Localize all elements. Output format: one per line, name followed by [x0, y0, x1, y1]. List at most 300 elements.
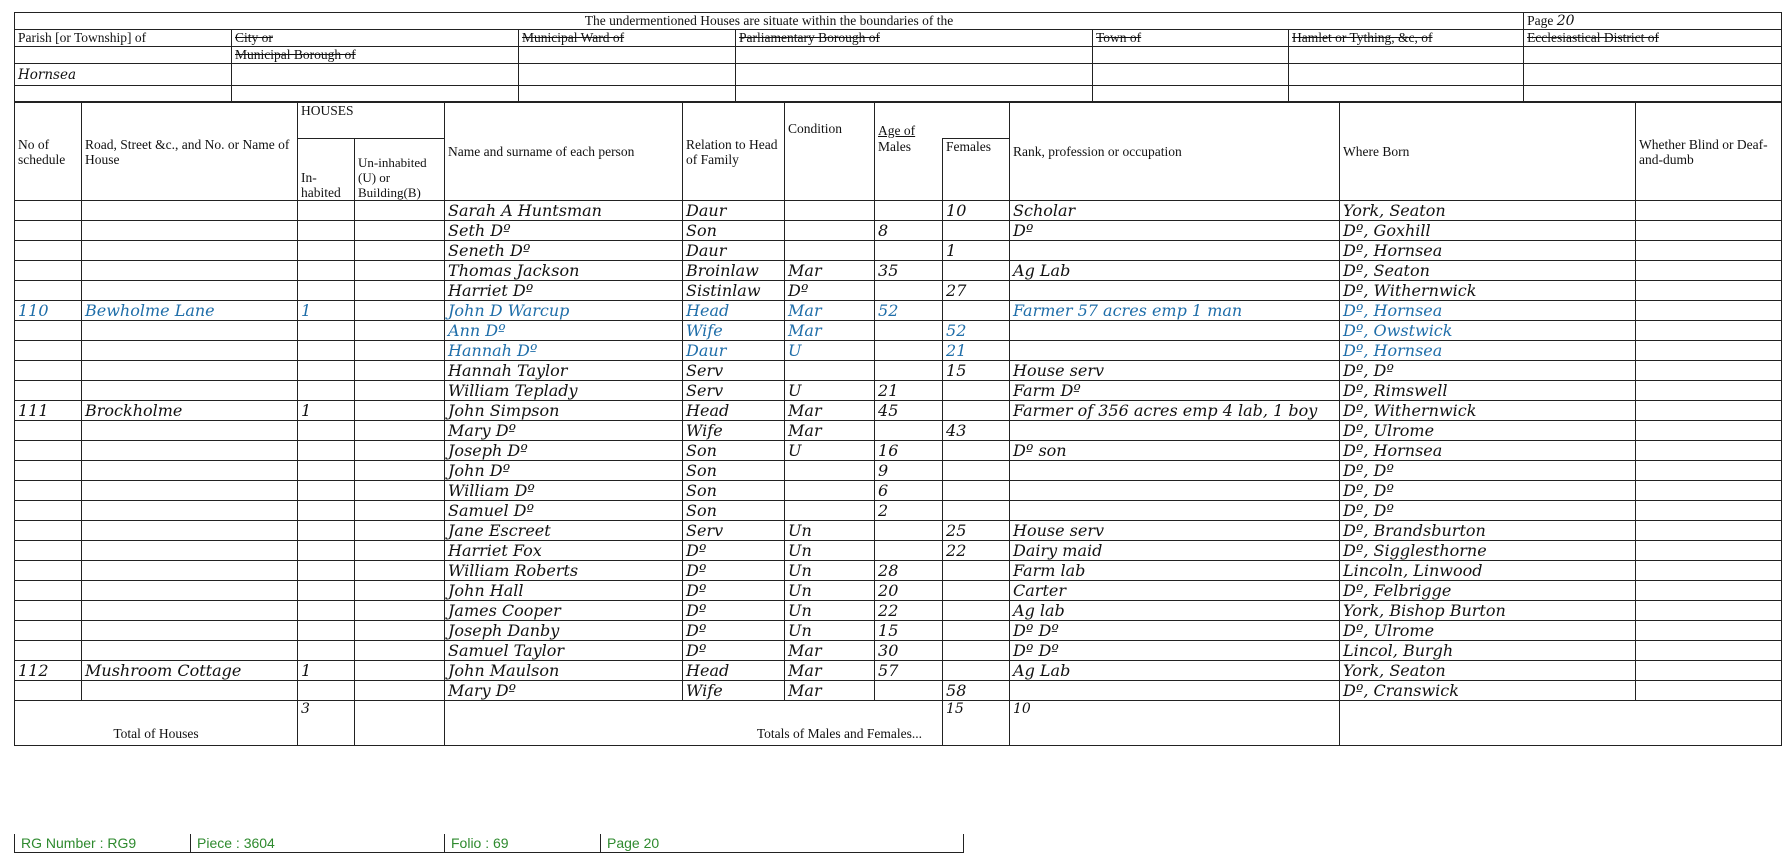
table-row — [15, 501, 1782, 521]
uninhabited-cell — [355, 641, 445, 661]
male-age-cell: 28 — [875, 561, 943, 581]
table-row — [15, 461, 1782, 481]
header-occupation: Rank, profession or occupation — [1010, 103, 1340, 201]
road-cell — [82, 261, 298, 281]
road-cell — [82, 501, 298, 521]
uninhabited-cell — [355, 501, 445, 521]
road-cell — [82, 581, 298, 601]
blind-cell — [1636, 661, 1782, 681]
parliamentary-borough-label: Parliamentary Borough of — [736, 30, 1093, 47]
blind-cell — [1636, 401, 1782, 421]
schedule-cell — [15, 441, 82, 461]
occupation-cell — [1010, 421, 1340, 441]
birthplace-cell: Lincol, Burgh — [1340, 641, 1636, 661]
blind-cell — [1636, 681, 1782, 701]
female-age-cell — [943, 561, 1010, 581]
schedule-cell — [15, 341, 82, 361]
uninhabited-cell — [355, 561, 445, 581]
birthplace-cell: Dº, Hornsea — [1340, 441, 1636, 461]
relation-cell: Daur — [683, 341, 785, 361]
person-name-cell: Joseph Dº — [445, 441, 683, 461]
person-name-cell: Mary Dº — [445, 681, 683, 701]
uninhabited-cell — [355, 661, 445, 681]
road-cell: Bewholme Lane — [82, 301, 298, 321]
female-age-cell: 10 — [943, 201, 1010, 221]
birthplace-cell: Dº, Hornsea — [1340, 241, 1636, 261]
relation-cell: Head — [683, 401, 785, 421]
person-name-cell: Sarah A Huntsman — [445, 201, 683, 221]
relation-cell: Wife — [683, 421, 785, 441]
uninhabited-cell — [355, 581, 445, 601]
birthplace-cell: Dº, Withernwick — [1340, 401, 1636, 421]
birthplace-cell: York, Seaton — [1340, 201, 1636, 221]
relation-cell: Dº — [683, 621, 785, 641]
occupation-cell — [1010, 481, 1340, 501]
municipal-ward-label: Municipal Ward of — [519, 30, 736, 47]
condition-cell: Mar — [785, 421, 875, 441]
condition-cell: Mar — [785, 641, 875, 661]
female-age-cell — [943, 581, 1010, 601]
relation-cell: Serv — [683, 521, 785, 541]
boundaries-header — [14, 12, 1782, 102]
schedule-cell — [15, 501, 82, 521]
birthplace-cell: Dº, Seaton — [1340, 261, 1636, 281]
occupation-cell: Dº Dº — [1010, 641, 1340, 661]
uninhabited-cell — [355, 461, 445, 481]
total-houses-label: Total of Houses — [15, 701, 298, 746]
occupation-cell: Dairy maid — [1010, 541, 1340, 561]
person-name-cell: William Roberts — [445, 561, 683, 581]
occupation-cell: Dº son — [1010, 441, 1340, 461]
census-sheet — [14, 12, 1782, 746]
inhabited-cell — [298, 561, 355, 581]
male-age-cell: 52 — [875, 301, 943, 321]
blind-cell — [1636, 501, 1782, 521]
uninhabited-cell — [355, 321, 445, 341]
female-age-cell: 22 — [943, 541, 1010, 561]
occupation-cell: Ag Lab — [1010, 661, 1340, 681]
birthplace-cell: Dº, Withernwick — [1340, 281, 1636, 301]
road-cell — [82, 481, 298, 501]
female-age-cell — [943, 641, 1010, 661]
inhabited-cell — [298, 621, 355, 641]
table-row — [15, 361, 1782, 381]
blind-cell — [1636, 581, 1782, 601]
condition-cell: Un — [785, 541, 875, 561]
person-name-cell: John D Warcup — [445, 301, 683, 321]
male-age-cell: 21 — [875, 381, 943, 401]
total-males: 15 — [943, 701, 1010, 746]
person-name-cell: Harriet Dº — [445, 281, 683, 301]
male-age-cell — [875, 201, 943, 221]
birthplace-cell: York, Bishop Burton — [1340, 601, 1636, 621]
male-age-cell — [875, 241, 943, 261]
schedule-cell — [15, 321, 82, 341]
inhabited-cell — [298, 201, 355, 221]
road-cell — [82, 421, 298, 441]
blind-cell — [1636, 201, 1782, 221]
male-age-cell: 16 — [875, 441, 943, 461]
occupation-cell — [1010, 321, 1340, 341]
birthplace-cell: Dº, Owstwick — [1340, 321, 1636, 341]
inhabited-cell — [298, 281, 355, 301]
schedule-cell — [15, 541, 82, 561]
condition-cell — [785, 501, 875, 521]
person-name-cell: Seneth Dº — [445, 241, 683, 261]
relation-cell: Broinlaw — [683, 261, 785, 281]
uninhabited-cell — [355, 341, 445, 361]
blind-cell — [1636, 521, 1782, 541]
blind-cell — [1636, 601, 1782, 621]
birthplace-cell: Dº, Dº — [1340, 481, 1636, 501]
table-row — [15, 561, 1782, 581]
header-born: Where Born — [1340, 103, 1636, 201]
inhabited-cell — [298, 481, 355, 501]
table-row — [15, 241, 1782, 261]
road-cell — [82, 341, 298, 361]
road-cell — [82, 681, 298, 701]
occupation-cell — [1010, 681, 1340, 701]
road-cell: Brockholme — [82, 401, 298, 421]
blind-cell — [1636, 281, 1782, 301]
condition-cell: U — [785, 441, 875, 461]
table-row — [15, 621, 1782, 641]
blind-cell — [1636, 421, 1782, 441]
relation-cell: Dº — [683, 581, 785, 601]
inhabited-cell: 1 — [298, 401, 355, 421]
schedule-cell — [15, 221, 82, 241]
inhabited-cell — [298, 641, 355, 661]
female-age-cell — [943, 441, 1010, 461]
condition-cell: Mar — [785, 261, 875, 281]
person-name-cell: Harriet Fox — [445, 541, 683, 561]
inhabited-cell — [298, 421, 355, 441]
folio-number: Folio : 69 — [445, 834, 601, 852]
condition-cell: Un — [785, 561, 875, 581]
inhabited-cell — [298, 501, 355, 521]
occupation-cell: Dº Dº — [1010, 621, 1340, 641]
condition-cell: Mar — [785, 661, 875, 681]
blind-cell — [1636, 561, 1782, 581]
header-males: Males — [875, 139, 943, 201]
table-row — [15, 421, 1782, 441]
male-age-cell — [875, 541, 943, 561]
female-age-cell: 15 — [943, 361, 1010, 381]
female-age-cell — [943, 661, 1010, 681]
female-age-cell — [943, 621, 1010, 641]
person-name-cell: William Teplady — [445, 381, 683, 401]
occupation-cell — [1010, 281, 1340, 301]
schedule-cell — [15, 521, 82, 541]
header-condition: Condition — [785, 103, 875, 201]
inhabited-cell — [298, 261, 355, 281]
occupation-cell: Farmer of 356 acres emp 4 lab, 1 boy — [1010, 401, 1340, 421]
blind-cell — [1636, 381, 1782, 401]
occupation-cell: Dº — [1010, 221, 1340, 241]
inhabited-cell — [298, 361, 355, 381]
occupation-cell: Farm Dº — [1010, 381, 1340, 401]
header-age-of: Age of — [875, 103, 1010, 139]
schedule-cell: 111 — [15, 401, 82, 421]
uninhabited-cell — [355, 681, 445, 701]
inhabited-cell: 1 — [298, 301, 355, 321]
male-age-cell: 35 — [875, 261, 943, 281]
male-age-cell: 22 — [875, 601, 943, 621]
schedule-cell: 110 — [15, 301, 82, 321]
person-name-cell: Hannah Taylor — [445, 361, 683, 381]
schedule-cell — [15, 381, 82, 401]
schedule-cell — [15, 261, 82, 281]
header-inhabited: In-habited — [298, 139, 355, 201]
schedule-cell: 112 — [15, 661, 82, 681]
relation-cell: Son — [683, 501, 785, 521]
birthplace-cell: Lincoln, Linwood — [1340, 561, 1636, 581]
uninhabited-cell — [355, 261, 445, 281]
occupation-cell — [1010, 501, 1340, 521]
relation-cell: Head — [683, 301, 785, 321]
road-cell — [82, 561, 298, 581]
relation-cell: Serv — [683, 381, 785, 401]
inhabited-cell — [298, 521, 355, 541]
page-reference: Page 20 — [607, 835, 660, 851]
schedule-cell — [15, 681, 82, 701]
census-table — [14, 102, 1782, 746]
birthplace-cell: Dº, Rimswell — [1340, 381, 1636, 401]
relation-cell: Head — [683, 661, 785, 681]
inhabited-cell — [298, 321, 355, 341]
relation-cell: Daur — [683, 201, 785, 221]
boundaries-text: The undermentioned Houses are situate within the boundaries of the — [15, 13, 1524, 30]
header-schedule: No of schedule — [15, 103, 82, 201]
birthplace-cell: York, Seaton — [1340, 661, 1636, 681]
birthplace-cell: Dº, Hornsea — [1340, 301, 1636, 321]
condition-cell: Mar — [785, 681, 875, 701]
condition-cell: Un — [785, 601, 875, 621]
condition-cell — [785, 481, 875, 501]
occupation-cell: House serv — [1010, 361, 1340, 381]
blind-cell — [1636, 341, 1782, 361]
road-cell — [82, 361, 298, 381]
male-age-cell — [875, 681, 943, 701]
total-houses-value: 3 — [298, 701, 355, 746]
male-age-cell: 2 — [875, 501, 943, 521]
occupation-cell — [1010, 461, 1340, 481]
person-name-cell: John Dº — [445, 461, 683, 481]
female-age-cell: 52 — [943, 321, 1010, 341]
relation-cell: Wife — [683, 321, 785, 341]
page-label: Page — [1527, 13, 1554, 28]
birthplace-cell: Dº, Brandsburton — [1340, 521, 1636, 541]
female-age-cell — [943, 301, 1010, 321]
person-name-cell: John Hall — [445, 581, 683, 601]
occupation-cell: Farmer 57 acres emp 1 man — [1010, 301, 1340, 321]
male-age-cell — [875, 321, 943, 341]
birthplace-cell: Dº, Cranswick — [1340, 681, 1636, 701]
schedule-cell — [15, 421, 82, 441]
uninhabited-cell — [355, 441, 445, 461]
person-name-cell: William Dº — [445, 481, 683, 501]
road-cell — [82, 601, 298, 621]
uninhabited-cell — [355, 621, 445, 641]
table-row — [15, 321, 1782, 341]
total-females: 10 — [1010, 701, 1340, 746]
female-age-cell — [943, 601, 1010, 621]
road-cell — [82, 241, 298, 261]
road-cell — [82, 621, 298, 641]
parish-value: Hornsea — [15, 64, 232, 86]
occupation-cell: Ag lab — [1010, 601, 1340, 621]
male-age-cell: 45 — [875, 401, 943, 421]
schedule-cell — [15, 361, 82, 381]
birthplace-cell: Dº, Dº — [1340, 361, 1636, 381]
blind-cell — [1636, 481, 1782, 501]
hamlet-label: Hamlet or Tything, &c, of — [1289, 30, 1524, 47]
birthplace-cell: Dº, Sigglesthorne — [1340, 541, 1636, 561]
uninhabited-cell — [355, 281, 445, 301]
female-age-cell — [943, 481, 1010, 501]
uninhabited-cell — [355, 241, 445, 261]
table-row — [15, 581, 1782, 601]
male-age-cell: 20 — [875, 581, 943, 601]
blind-cell — [1636, 241, 1782, 261]
road-cell — [82, 441, 298, 461]
inhabited-cell — [298, 681, 355, 701]
person-name-cell: Mary Dº — [445, 421, 683, 441]
uninhabited-cell — [355, 361, 445, 381]
condition-cell — [785, 461, 875, 481]
condition-cell: Mar — [785, 401, 875, 421]
birthplace-cell: Dº, Hornsea — [1340, 341, 1636, 361]
female-age-cell: 27 — [943, 281, 1010, 301]
road-cell — [82, 641, 298, 661]
table-row — [15, 401, 1782, 421]
road-cell: Mushroom Cottage — [82, 661, 298, 681]
table-row — [15, 281, 1782, 301]
female-age-cell — [943, 401, 1010, 421]
person-name-cell: Joseph Danby — [445, 621, 683, 641]
blind-cell — [1636, 441, 1782, 461]
header-females: Females — [943, 139, 1010, 201]
table-row — [15, 521, 1782, 541]
schedule-cell — [15, 281, 82, 301]
schedule-cell — [15, 561, 82, 581]
table-row — [15, 341, 1782, 361]
reference-footer — [14, 834, 964, 853]
inhabited-cell: 1 — [298, 661, 355, 681]
inhabited-cell — [298, 341, 355, 361]
table-row — [15, 261, 1782, 281]
relation-cell: Serv — [683, 361, 785, 381]
road-cell — [82, 461, 298, 481]
male-age-cell — [875, 521, 943, 541]
condition-cell: Mar — [785, 321, 875, 341]
condition-cell: Un — [785, 521, 875, 541]
relation-cell: Dº — [683, 601, 785, 621]
blind-cell — [1636, 321, 1782, 341]
header-uninhabited: Un-inhabited (U) or Building(B) — [355, 139, 445, 201]
condition-cell — [785, 201, 875, 221]
condition-cell: Un — [785, 581, 875, 601]
table-row — [15, 541, 1782, 561]
schedule-cell — [15, 601, 82, 621]
person-name-cell: Jane Escreet — [445, 521, 683, 541]
table-row — [15, 381, 1782, 401]
table-row — [15, 661, 1782, 681]
city-label: City or — [232, 30, 519, 47]
relation-cell: Dº — [683, 541, 785, 561]
uninhabited-cell — [355, 421, 445, 441]
condition-cell — [785, 221, 875, 241]
relation-cell: Sistinlaw — [683, 281, 785, 301]
parish-label: Parish [or Township] of — [15, 30, 232, 47]
female-age-cell: 58 — [943, 681, 1010, 701]
male-age-cell: 8 — [875, 221, 943, 241]
relation-cell: Wife — [683, 681, 785, 701]
page-number: 20 — [1556, 13, 1575, 29]
blind-cell — [1636, 461, 1782, 481]
male-age-cell: 15 — [875, 621, 943, 641]
header-name: Name and surname of each person — [445, 103, 683, 201]
blind-cell — [1636, 261, 1782, 281]
female-age-cell — [943, 461, 1010, 481]
road-cell — [82, 321, 298, 341]
relation-cell: Son — [683, 441, 785, 461]
condition-cell — [785, 361, 875, 381]
schedule-cell — [15, 621, 82, 641]
inhabited-cell — [298, 461, 355, 481]
relation-cell: Son — [683, 481, 785, 501]
inhabited-cell — [298, 601, 355, 621]
blind-cell — [1636, 301, 1782, 321]
inhabited-cell — [298, 221, 355, 241]
inhabited-cell — [298, 241, 355, 261]
occupation-cell: Scholar — [1010, 201, 1340, 221]
blind-cell — [1636, 621, 1782, 641]
uninhabited-cell — [355, 601, 445, 621]
condition-cell: Un — [785, 621, 875, 641]
male-age-cell — [875, 361, 943, 381]
blind-cell — [1636, 541, 1782, 561]
schedule-cell — [15, 641, 82, 661]
female-age-cell: 1 — [943, 241, 1010, 261]
birthplace-cell: Dº, Dº — [1340, 461, 1636, 481]
road-cell — [82, 521, 298, 541]
male-age-cell: 30 — [875, 641, 943, 661]
inhabited-cell — [298, 541, 355, 561]
person-name-cell: Samuel Dº — [445, 501, 683, 521]
male-age-cell: 6 — [875, 481, 943, 501]
table-row — [15, 601, 1782, 621]
person-name-cell: John Maulson — [445, 661, 683, 681]
table-row — [15, 221, 1782, 241]
male-age-cell — [875, 281, 943, 301]
birthplace-cell: Dº, Dº — [1340, 501, 1636, 521]
uninhabited-cell — [355, 401, 445, 421]
condition-cell: U — [785, 381, 875, 401]
inhabited-cell — [298, 441, 355, 461]
relation-cell: Son — [683, 221, 785, 241]
rg-number: RG Number : RG9 — [15, 834, 191, 852]
table-row — [15, 641, 1782, 661]
female-age-cell — [943, 501, 1010, 521]
road-cell — [82, 541, 298, 561]
birthplace-cell: Dº, Ulrome — [1340, 421, 1636, 441]
birthplace-cell: Dº, Ulrome — [1340, 621, 1636, 641]
condition-cell — [785, 241, 875, 261]
road-cell — [82, 201, 298, 221]
road-cell — [82, 381, 298, 401]
person-name-cell: Hannah Dº — [445, 341, 683, 361]
